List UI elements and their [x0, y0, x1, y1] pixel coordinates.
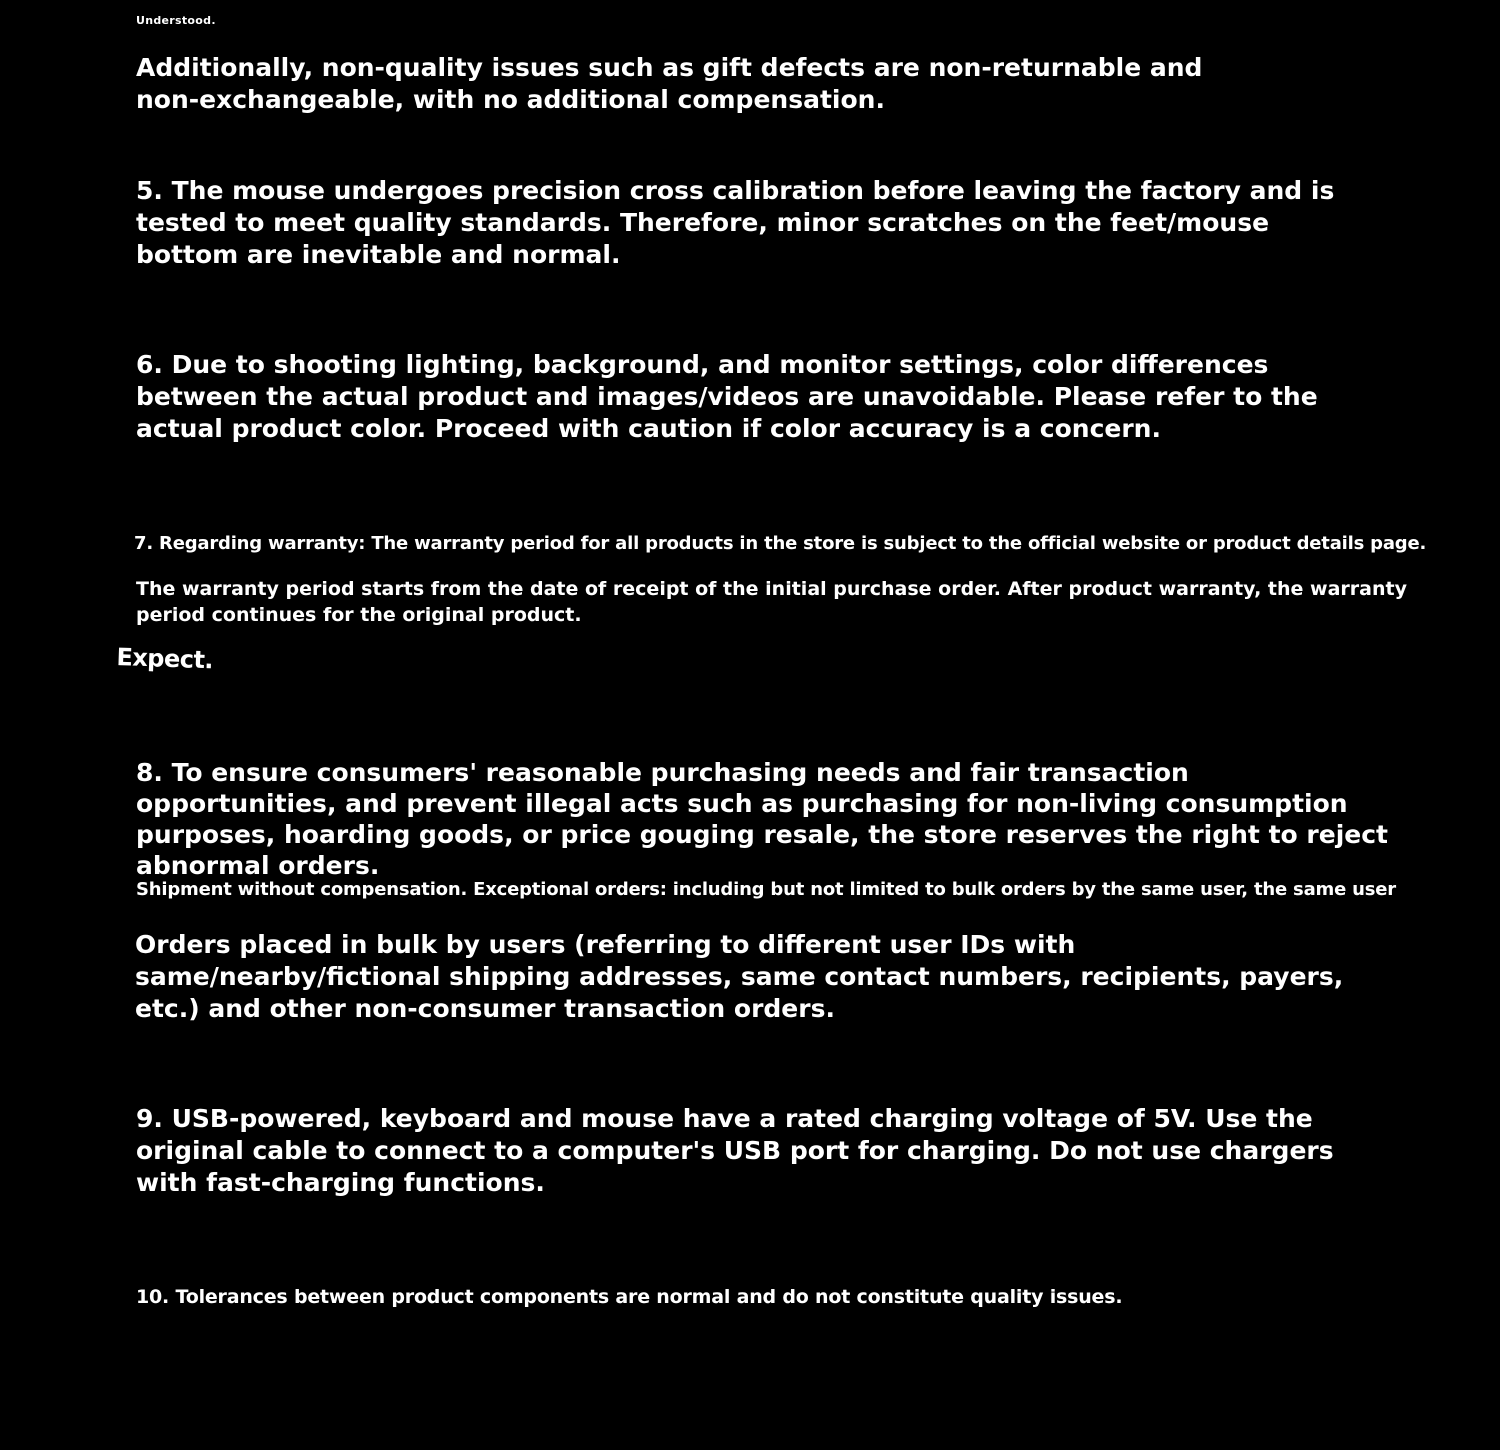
paragraph-item-8-orders: Orders placed in bulk by users (referring to different user IDs with same/nearby/fictional shipping addresses, same contact numbers, recipients, payers, etc.) and other non-consumer transaction orders.	[135, 930, 1344, 1023]
paragraph-item-8-shipment: Shipment without compensation. Exceptional orders: including but not limited to bulk orders by the same user, the same user	[136, 879, 1396, 900]
paragraph-item-8: 8. To ensure consumers' reasonable purchasing needs and fair transaction opportunities, and prevent illegal acts such as purchasing for non-living consumption purposes, hoarding goods, or price gouging resale, the store reserves the right to reject abnormal orders.	[136, 758, 1388, 880]
header-note: Understood.	[136, 14, 216, 27]
paragraph-item-7-detail: The warranty period starts from the date of receipt of the initial purchase order. After product warranty, the warranty period continues for the original product.	[136, 578, 1407, 626]
expect-label: Expect.	[115, 642, 214, 675]
paragraph-additional-notice: Additionally, non-quality issues such as gift defects are non-returnable and non-exchangeable, with no additional compensation.	[136, 53, 1203, 114]
paragraph-item-7: 7. Regarding warranty: The warranty period for all products in the store is subject to the official website or product details page.	[134, 533, 1427, 554]
paragraph-item-9: 9. USB-powered, keyboard and mouse have a rated charging voltage of 5V. Use the original cable to connect to a computer's USB port for charging. Do not use chargers with fast-charging functions.	[136, 1104, 1334, 1197]
paragraph-item-5: 5. The mouse undergoes precision cross calibration before leaving the factory and is tested to meet quality standards. Therefore, minor scratches on the feet/mouse bottom are inevitable and normal.	[136, 176, 1335, 269]
paragraph-item-6: 6. Due to shooting lighting, background, and monitor settings, color differences between the actual product and images/videos are unavoidable. Please refer to the actual product color. Proceed with caution if color accuracy is a concern.	[136, 350, 1318, 443]
paragraph-item-10: 10. Tolerances between product components are normal and do not constitute quality issues.	[136, 1286, 1123, 1308]
